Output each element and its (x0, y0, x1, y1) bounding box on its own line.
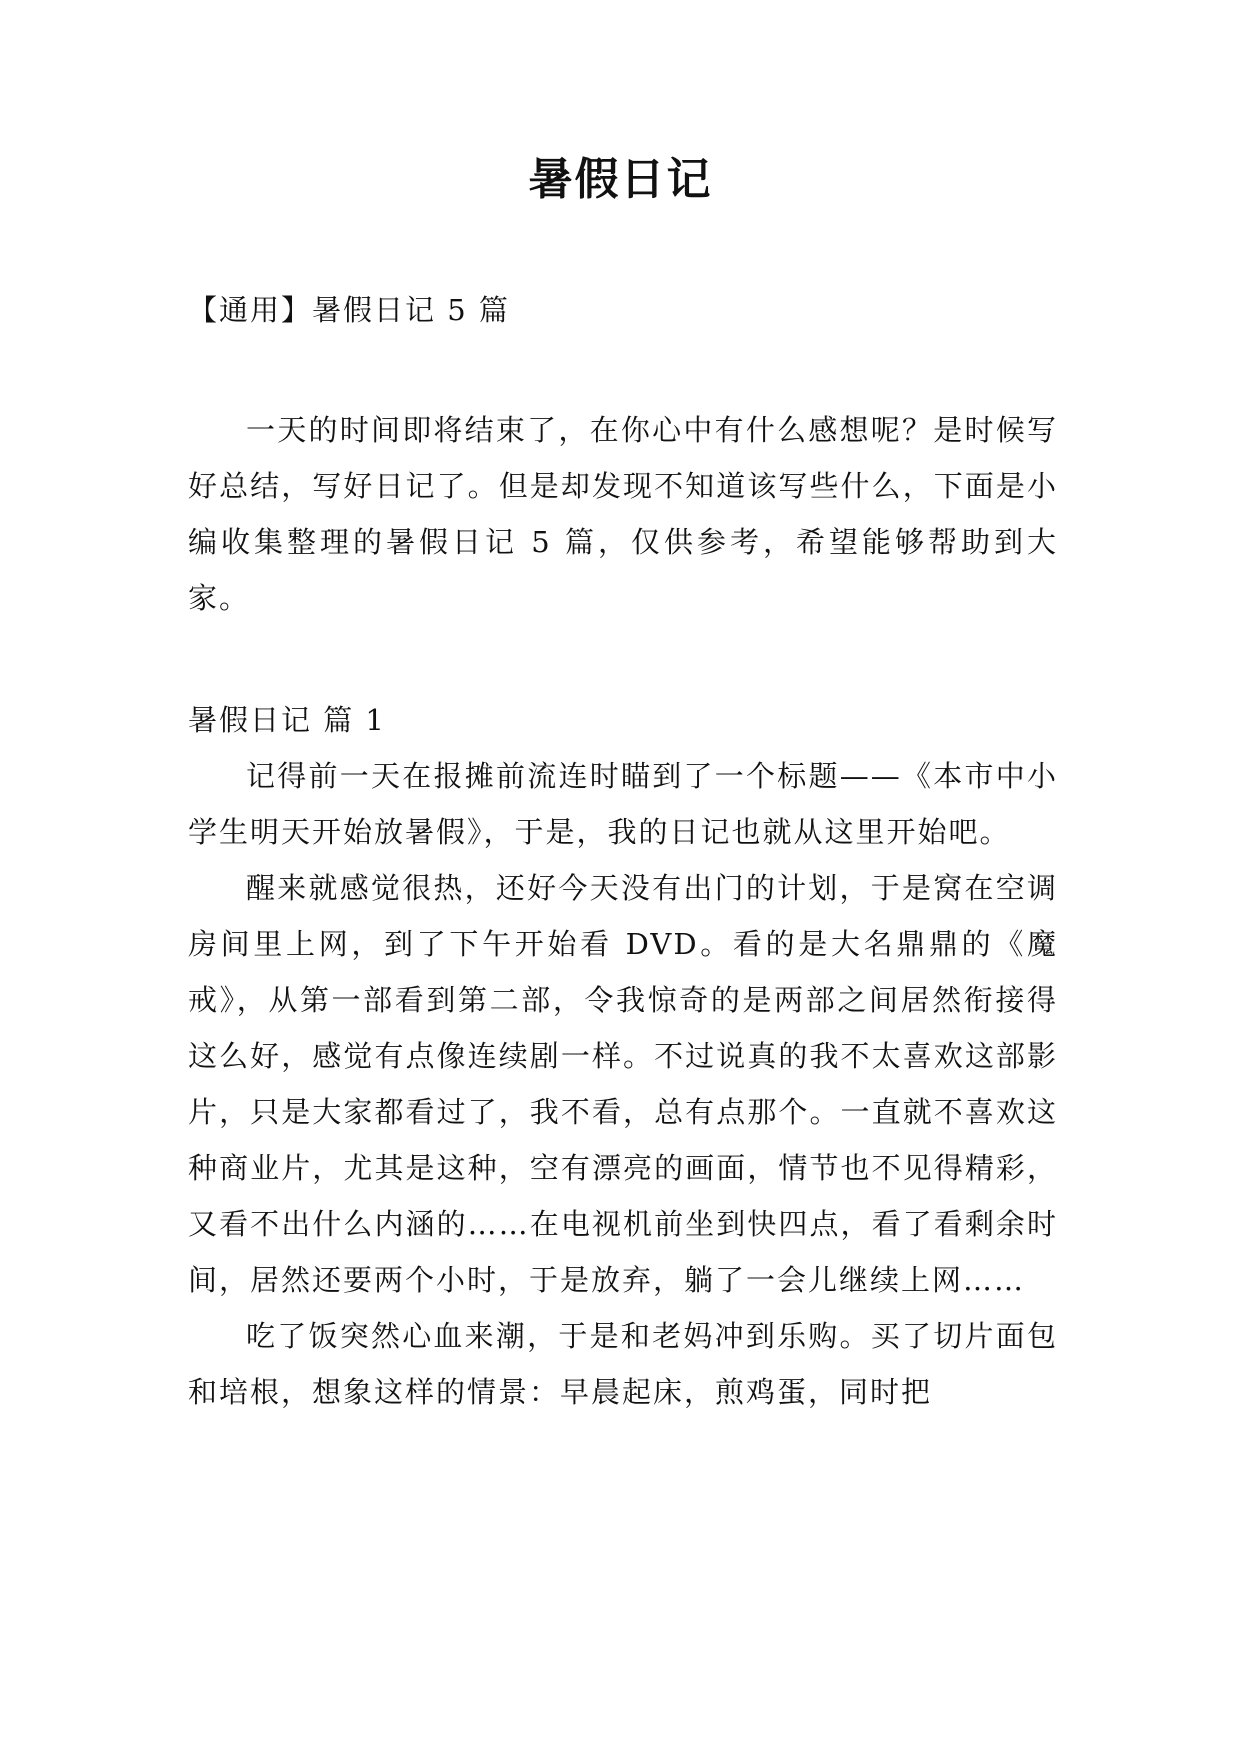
document-title: 暑假日记 (528, 154, 713, 205)
entry-paragraph-3: 吃了饭突然心血来潮，于是和老妈冲到乐购。买了切片面包和培根，想象这样的情景：早晨起床，煎鸡蛋，同时把 (188, 1319, 1058, 1409)
section-heading: 暑假日记 篇 1 (188, 703, 386, 737)
intro-block (188, 402, 1058, 626)
document-subtitle: 【通用】暑假日记 5 篇 (188, 293, 510, 327)
diary-entry (188, 748, 1058, 1420)
intro-paragraph: 一天的时间即将结束了，在你心中有什么感想呢？是时候写好总结，写好日记了。但是却发现不知道该写些什么，下面是小编收集整理的暑假日记 5 篇，仅供参考，希望能够帮助到大家。 (188, 413, 1058, 615)
entry-paragraph-1: 记得前一天在报摊前流连时瞄到了一个标题——《本市中小学生明天开始放暑假》，于是，我的日记也就从这里开始吧。 (188, 759, 1058, 849)
entry-paragraph-2: 醒来就感觉很热，还好今天没有出门的计划，于是窝在空调房间里上网，到了下午开始看 DVD。看的是大名鼎鼎的《魔戒》，从第一部看到第二部，令我惊奇的是两部之间居然衔接得这么好，感觉有点像连续剧一样。不过说真的我不太喜欢这部影片，只是大家都看过了，我不看，总有点那个。一直就不喜欢这种商业片，尤其是这种，空有漂亮的画面，情节也不见得精彩，又看不出什么内涵的……在电视机前坐到快四点，看了看剩余时间，居然还要两个小时，于是放弃，躺了一会儿继续上网…… (188, 871, 1058, 1297)
